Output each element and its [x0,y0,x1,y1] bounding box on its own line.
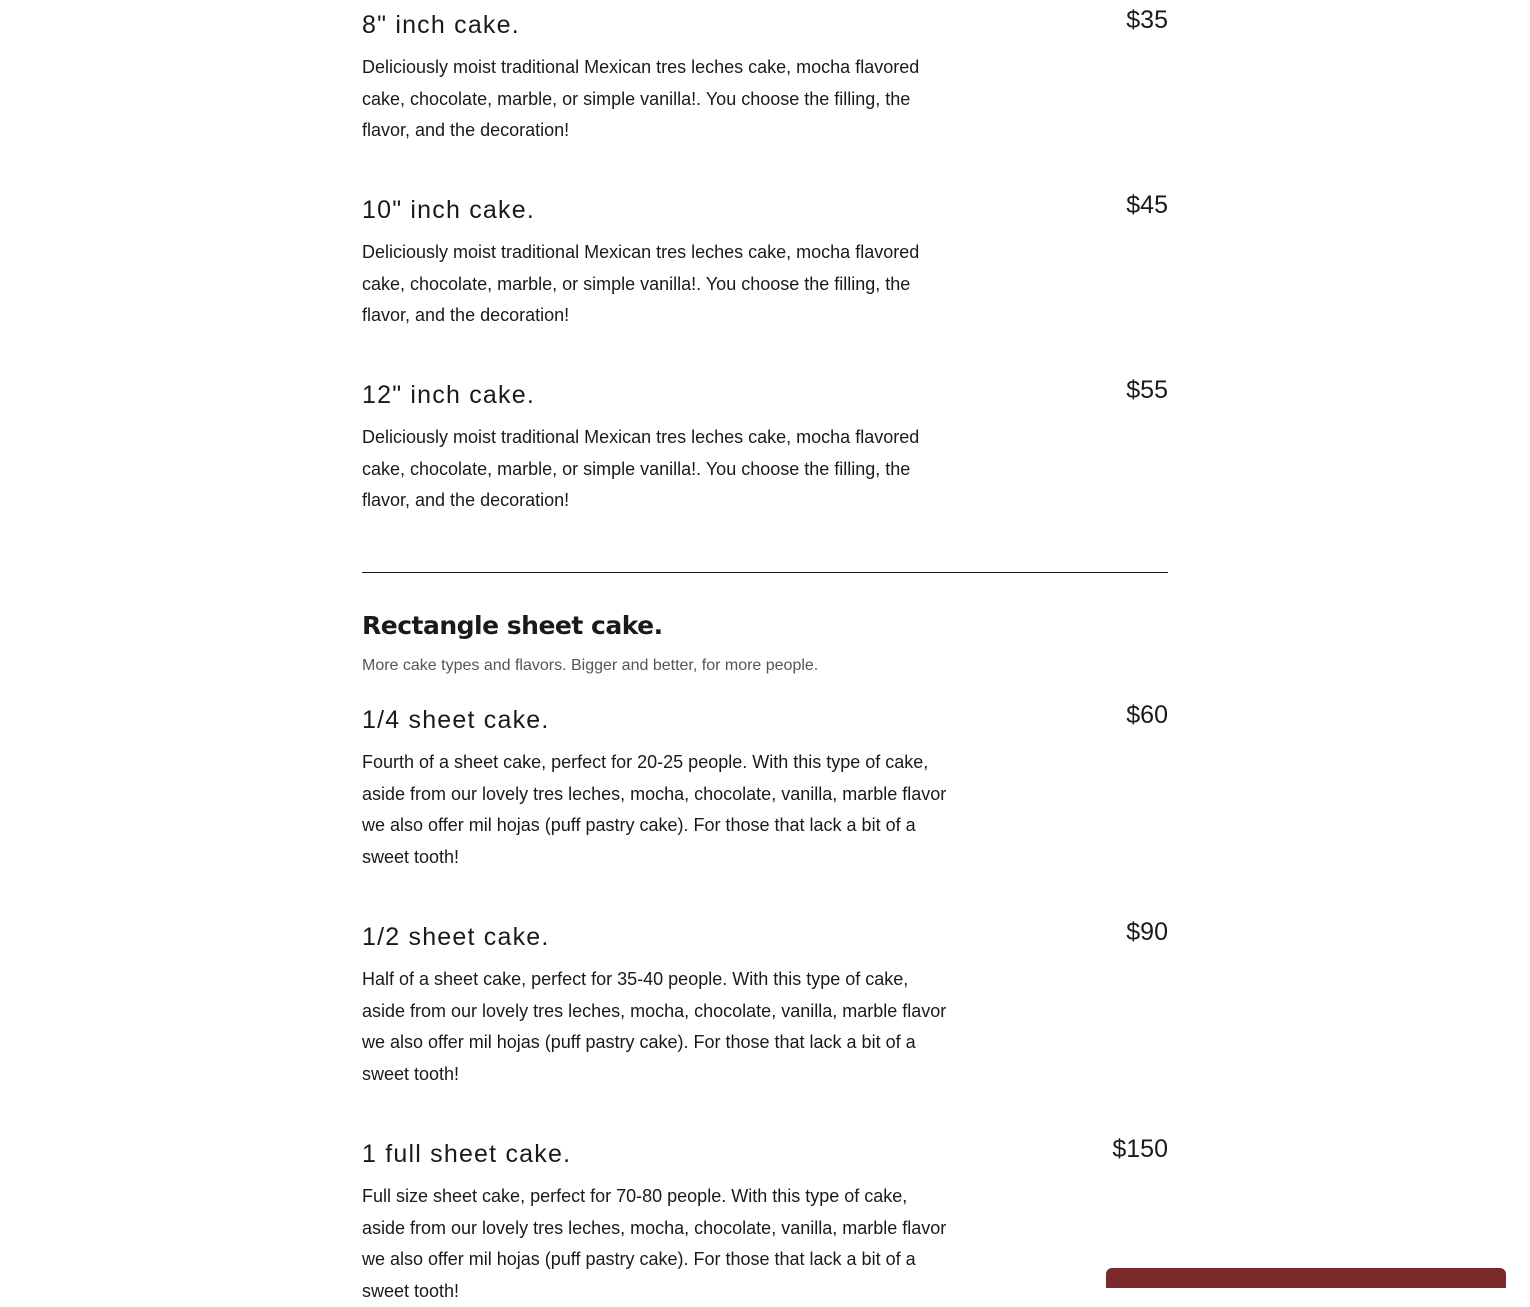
item-price: $60 [1126,701,1168,729]
menu-item-quarter-sheet-cake [362,701,1168,873]
menu-item-12-inch-cake [362,376,1168,517]
item-price: $45 [1126,191,1168,219]
section-title: Rectangle sheet cake. [362,611,663,640]
item-description: Full size sheet cake, perfect for 70-80 people. With this type of cake, aside from our lovely tres leches, mocha, chocolate, vanilla, marble flavor we also offer mil hojas (puff pastry cake). For those that lack a bit of a sweet tooth! [362,1186,947,1301]
item-name: 1 full sheet cake. [362,1140,572,1168]
item-description: Deliciously moist traditional Mexican tres leches cake, mocha flavored cake, chocolate, marble, or simple vanilla!. You choose the filling, the flavor, and the decoration! [362,242,920,325]
item-price: $150 [1112,1135,1168,1163]
item-description: Fourth of a sheet cake, perfect for 20-25 people. With this type of cake, aside from our lovely tres leches, mocha, chocolate, vanilla, marble flavor we also offer mil hojas (puff pastry cake). For those that lack a bit of a sweet tooth! [362,752,947,867]
item-name: 1/4 sheet cake. [362,706,550,734]
item-description: Deliciously moist traditional Mexican tres leches cake, mocha flavored cake, chocolate, marble, or simple vanilla!. You choose the filling, the flavor, and the decoration! [362,57,920,140]
menu-item-half-sheet-cake [362,918,1168,1090]
item-name: 8" inch cake. [362,11,520,39]
item-description: Deliciously moist traditional Mexican tres leches cake, mocha flavored cake, chocolate, marble, or simple vanilla!. You choose the filling, the flavor, and the decoration! [362,427,920,510]
menu-item-8-inch-cake [362,6,1168,147]
item-description: Half of a sheet cake, perfect for 35-40 people. With this type of cake, aside from our lovely tres leches, mocha, chocolate, vanilla, marble flavor we also offer mil hojas (puff pastry cake). For those that lack a bit of a sweet tooth! [362,969,947,1084]
item-name: 1/2 sheet cake. [362,923,550,951]
chat-widget-tab[interactable] [1106,1268,1506,1288]
item-price: $90 [1126,918,1168,946]
section-subtitle: More cake types and flavors. Bigger and better, for more people. [362,657,819,674]
menu-item-10-inch-cake [362,191,1168,332]
item-price: $55 [1126,376,1168,404]
item-price: $35 [1126,6,1168,34]
item-name: 10" inch cake. [362,196,535,224]
menu-item-full-sheet-cake [362,1135,1168,1307]
item-name: 12" inch cake. [362,381,535,409]
section-divider [362,572,1168,573]
